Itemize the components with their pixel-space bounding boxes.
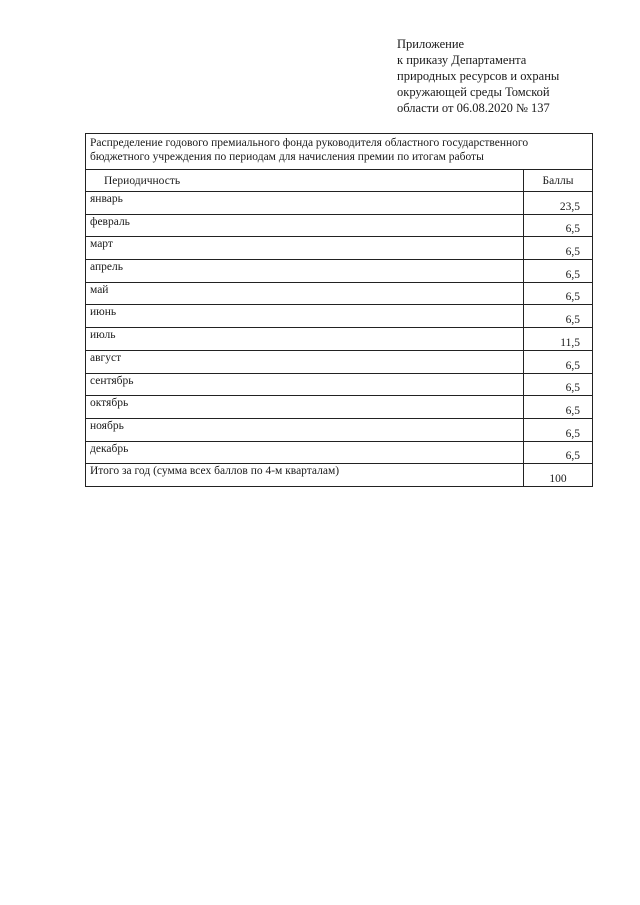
table-row	[86, 373, 593, 396]
table-row	[86, 305, 593, 328]
appendix-header	[397, 36, 627, 116]
points-cell: 11,5	[524, 328, 593, 351]
month-cell: январь	[86, 192, 524, 215]
month-cell: декабрь	[86, 441, 524, 464]
appendix-title: Приложение	[397, 37, 465, 51]
bonus-distribution-table	[85, 133, 593, 487]
points-cell: 6,5	[524, 350, 593, 373]
table-row	[86, 282, 593, 305]
total-label: Итого за год (сумма всех баллов по 4-м кварталам)	[86, 464, 524, 487]
month-cell: апрель	[86, 260, 524, 283]
table-row	[86, 441, 593, 464]
points-cell: 6,5	[524, 214, 593, 237]
column-header-period: Периодичность	[86, 170, 524, 192]
month-cell: июнь	[86, 305, 524, 328]
table-row	[86, 350, 593, 373]
points-cell: 6,5	[524, 260, 593, 283]
table-row	[86, 396, 593, 419]
points-cell: 6,5	[524, 418, 593, 441]
table-total-row	[86, 464, 593, 487]
appendix-line: к приказу Департамента	[397, 53, 527, 67]
points-cell: 6,5	[524, 441, 593, 464]
table-row	[86, 237, 593, 260]
table-row	[86, 260, 593, 283]
points-cell: 6,5	[524, 373, 593, 396]
table-caption: Распределение годового премиального фонда руководителя областного государственного бюджетного учреждения по периодам для начисления премии по итогам работы	[86, 134, 593, 170]
month-cell: сентябрь	[86, 373, 524, 396]
points-cell: 6,5	[524, 396, 593, 419]
month-cell: август	[86, 350, 524, 373]
points-cell: 23,5	[524, 192, 593, 215]
table-header-row	[86, 170, 593, 192]
appendix-line: природных ресурсов и охраны	[397, 69, 560, 83]
appendix-line: окружающей среды Томской	[397, 85, 550, 99]
appendix-order-reference: области от 06.08.2020 № 137	[397, 101, 550, 115]
table-row	[86, 192, 593, 215]
month-cell: май	[86, 282, 524, 305]
table-row	[86, 418, 593, 441]
points-cell: 6,5	[524, 237, 593, 260]
table-row	[86, 214, 593, 237]
table-caption-row	[86, 134, 593, 170]
points-cell: 6,5	[524, 282, 593, 305]
month-cell: февраль	[86, 214, 524, 237]
month-cell: октябрь	[86, 396, 524, 419]
table-row	[86, 328, 593, 351]
points-cell: 6,5	[524, 305, 593, 328]
month-cell: март	[86, 237, 524, 260]
total-value: 100	[524, 464, 593, 487]
month-cell: ноябрь	[86, 418, 524, 441]
column-header-points: Баллы	[524, 170, 593, 192]
month-cell: июль	[86, 328, 524, 351]
